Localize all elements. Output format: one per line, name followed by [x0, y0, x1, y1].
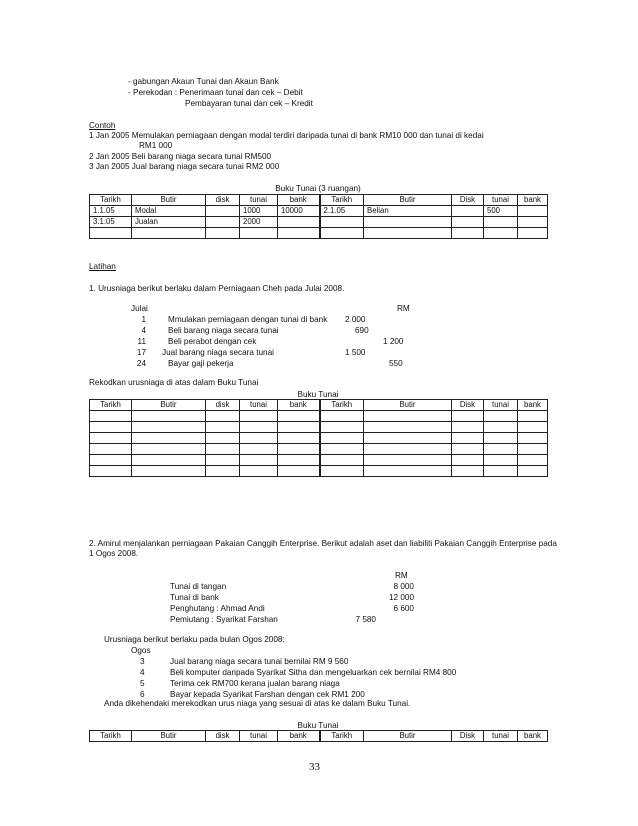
table-cell[interactable]	[206, 433, 240, 444]
column-header: Butir	[364, 731, 452, 742]
q1-table-title: Buku Tunai	[297, 390, 339, 399]
table-cell[interactable]	[320, 444, 364, 455]
q1-instruction: Rekodkan urusniaga di atas dalam Buku Tunai	[89, 378, 259, 387]
table-cell	[320, 217, 364, 228]
exercise-heading: Latihan	[89, 262, 116, 271]
column-header: Tarikh	[90, 400, 132, 411]
q1-item-desc: Beli perabot dengan cek	[168, 337, 257, 346]
q2-balance-amount: 7 580	[355, 615, 376, 624]
q2-balance-label: Pemiutang : Syarikat Farshan	[170, 615, 278, 624]
q1-item-day: 4	[141, 326, 146, 335]
table-cell	[206, 228, 240, 239]
q2-item-day: 3	[140, 657, 145, 666]
table-cell[interactable]	[320, 433, 364, 444]
table-cell: 2000	[240, 217, 278, 228]
q2-text-line2: 1 Ogos 2008.	[89, 549, 139, 558]
table-row	[90, 206, 548, 217]
q2-balance-amount: 12 000	[388, 593, 414, 602]
table-cell[interactable]	[90, 444, 132, 455]
q2-text-line1: 2. Amirul menjalankan perniagaan Pakaian Canggih Enterprise. Berikut adalah aset dan liabiliti Pakaian Canggih Enterprise pada	[89, 539, 557, 548]
table-cell	[364, 217, 452, 228]
table-row	[90, 422, 548, 433]
table-cell: Jualan	[132, 217, 206, 228]
example-line: 1 Jan 2005 Memulakan perniagaan dengan modal terdiri daripada tunai di bank RM10 000 dan tunai di kedai	[89, 131, 484, 140]
table-row	[90, 444, 548, 455]
table-cell	[452, 217, 484, 228]
example-line: 2 Jan 2005 Beli barang niaga secara tunai RM500	[89, 152, 272, 161]
table-cell[interactable]	[518, 444, 548, 455]
table-header-row	[90, 731, 548, 742]
table-cell[interactable]	[90, 455, 132, 466]
table-cell[interactable]	[364, 466, 452, 477]
table-cell[interactable]	[278, 466, 320, 477]
table-row	[90, 217, 548, 228]
q1-item-day: 1	[141, 315, 146, 324]
q1-text: 1. Urusniaga berikut berlaku dalam Perniagaan Cheh pada Julai 2008.	[89, 284, 345, 293]
q2-transactions-heading: Urusniaga berikut berlaku pada bulan Ogos 2008:	[104, 635, 285, 644]
example-line: RM1 000	[139, 141, 173, 150]
q1-item-amount: 2 000	[345, 315, 366, 324]
q1-item-desc: Beli barang niaga secara tunai	[168, 326, 279, 335]
table-cell[interactable]	[278, 411, 320, 422]
table-cell	[206, 206, 240, 217]
table-cell	[320, 228, 364, 239]
table-cell	[278, 228, 320, 239]
example-table-title: Buku Tunai (3 ruangan)	[275, 184, 361, 193]
column-header: bank	[278, 195, 320, 206]
table-cell: 2.1.05	[320, 206, 364, 217]
q1-month: Julai	[131, 304, 148, 313]
table-cell	[452, 228, 484, 239]
page-number: 33	[309, 761, 320, 773]
q2-balance-amount: 6 600	[393, 604, 414, 613]
table-cell[interactable]	[484, 466, 518, 477]
intro-bullet-3: Pembayaran tunai dan cek – Kredit	[185, 99, 313, 108]
table-row	[90, 433, 548, 444]
q1-item-amount: 550	[389, 359, 403, 368]
q1-item-day: 24	[136, 359, 146, 368]
q2-cash-book-table	[89, 730, 548, 742]
table-header-row	[90, 195, 548, 206]
column-header: tunai	[240, 195, 278, 206]
example-heading: Contoh	[89, 121, 116, 130]
q2-balance-label: Tunai di tangan	[170, 582, 227, 591]
table-cell[interactable]	[90, 411, 132, 422]
table-cell[interactable]	[206, 466, 240, 477]
q1-rm-label: RM	[397, 304, 410, 313]
table-cell[interactable]	[240, 433, 278, 444]
table-cell	[518, 206, 548, 217]
column-header: bank	[518, 195, 548, 206]
table-cell	[518, 217, 548, 228]
table-cell[interactable]	[206, 444, 240, 455]
column-header: Tarikh	[90, 731, 132, 742]
table-cell[interactable]	[240, 444, 278, 455]
table-cell[interactable]	[452, 466, 484, 477]
intro-bullet-1: - gabungan Akaun Tunai dan Akaun Bank	[128, 77, 279, 86]
column-header: Butir	[132, 195, 206, 206]
column-header: Disk	[452, 195, 484, 206]
table-cell[interactable]	[518, 466, 548, 477]
table-cell	[484, 228, 518, 239]
example-line: 3 Jan 2005 Jual barang niaga secara tunai RM2 000	[89, 162, 280, 171]
q2-item-day: 5	[140, 679, 145, 688]
q1-item-desc: Jual barang niaga secara tunai	[162, 348, 274, 357]
table-cell[interactable]	[452, 444, 484, 455]
table-cell: 3.1.05	[90, 217, 132, 228]
q2-rm-label: RM	[395, 571, 408, 580]
table-cell[interactable]	[132, 444, 206, 455]
column-header: tunai	[240, 400, 278, 411]
q1-item-day: 11	[137, 337, 146, 346]
column-header: disk	[206, 195, 240, 206]
example-cash-book-table	[89, 194, 548, 239]
column-header: Tarikh	[90, 195, 132, 206]
table-cell	[90, 228, 132, 239]
table-cell	[484, 217, 518, 228]
table-cell[interactable]	[240, 455, 278, 466]
q1-item-amount: 1 200	[383, 337, 404, 346]
q2-item-desc: Terima cek RM700 kerana jualan barang niaga	[170, 679, 340, 688]
column-header: bank	[278, 731, 320, 742]
table-cell	[364, 228, 452, 239]
table-cell[interactable]	[364, 433, 452, 444]
table-row	[90, 228, 548, 239]
q2-balance-label: Tunai di bank	[170, 593, 219, 602]
table-cell[interactable]	[518, 455, 548, 466]
column-header: Butir	[132, 400, 206, 411]
column-header: Butir	[364, 400, 452, 411]
table-cell[interactable]	[452, 455, 484, 466]
table-cell[interactable]	[206, 455, 240, 466]
table-cell[interactable]	[278, 444, 320, 455]
table-row	[90, 455, 548, 466]
table-cell[interactable]	[484, 422, 518, 433]
table-cell[interactable]	[90, 433, 132, 444]
table-cell[interactable]	[364, 411, 452, 422]
table-cell[interactable]	[484, 455, 518, 466]
table-cell	[240, 228, 278, 239]
column-header: Tarikh	[320, 400, 364, 411]
table-cell[interactable]	[240, 411, 278, 422]
table-cell	[518, 228, 548, 239]
q1-cash-book-table	[89, 399, 548, 477]
column-header: bank	[518, 400, 548, 411]
table-cell[interactable]	[278, 455, 320, 466]
table-cell: 1000	[240, 206, 278, 217]
table-cell[interactable]	[132, 411, 206, 422]
column-header: Disk	[452, 731, 484, 742]
table-cell	[132, 228, 206, 239]
q2-table-title: Buku Tunai	[297, 721, 339, 730]
table-cell[interactable]	[278, 422, 320, 433]
table-header-row	[90, 400, 548, 411]
table-cell[interactable]	[278, 433, 320, 444]
column-header: bank	[518, 731, 548, 742]
table-cell[interactable]	[518, 433, 548, 444]
q2-balance-label: Penghutang : Ahmad Andi	[170, 604, 265, 613]
table-cell[interactable]	[90, 422, 132, 433]
table-cell[interactable]	[132, 422, 206, 433]
column-header: Disk	[452, 400, 484, 411]
q1-item-amount: 1 500	[345, 348, 366, 357]
table-cell[interactable]	[240, 466, 278, 477]
column-header: Tarikh	[320, 731, 364, 742]
table-cell[interactable]	[90, 466, 132, 477]
column-header: Butir	[132, 731, 206, 742]
table-cell: 500	[484, 206, 518, 217]
table-cell[interactable]	[364, 422, 452, 433]
column-header: tunai	[484, 400, 518, 411]
table-row	[90, 411, 548, 422]
column-header: Tarikh	[320, 195, 364, 206]
column-header: disk	[206, 731, 240, 742]
q2-item-desc: Jual barang niaga secara tunai bernilai RM 9 560	[170, 657, 349, 666]
column-header: tunai	[484, 195, 518, 206]
column-header: tunai	[484, 731, 518, 742]
table-cell: Modal	[132, 206, 206, 217]
q1-item-amount: 690	[355, 326, 369, 335]
table-cell[interactable]	[484, 433, 518, 444]
table-cell[interactable]	[320, 422, 364, 433]
column-header: disk	[206, 400, 240, 411]
intro-bullet-2: - Perekodan : Penerimaan tunai dan cek – Debit	[128, 88, 303, 97]
table-cell[interactable]	[132, 455, 206, 466]
table-cell[interactable]	[452, 422, 484, 433]
table-cell	[278, 217, 320, 228]
table-cell[interactable]	[240, 422, 278, 433]
table-cell[interactable]	[518, 411, 548, 422]
table-cell[interactable]	[132, 466, 206, 477]
table-cell[interactable]	[484, 444, 518, 455]
q2-item-day: 6	[140, 690, 145, 699]
table-cell	[206, 217, 240, 228]
table-cell[interactable]	[320, 411, 364, 422]
table-cell[interactable]	[132, 433, 206, 444]
table-cell[interactable]	[206, 422, 240, 433]
q2-item-desc: Bayar kepada Syarikat Farshan dengan cek RM1 200	[170, 690, 365, 699]
table-cell[interactable]	[452, 411, 484, 422]
table-cell[interactable]	[206, 411, 240, 422]
table-cell: 10000	[278, 206, 320, 217]
table-cell: 1.1.05	[90, 206, 132, 217]
column-header: bank	[278, 400, 320, 411]
table-cell	[452, 206, 484, 217]
q2-item-day: 4	[140, 668, 145, 677]
table-cell[interactable]	[452, 433, 484, 444]
q2-item-desc: Beli komputer daripada Syarikat Sitha dan mengeluarkan cek bernilai RM4 800	[170, 668, 457, 677]
table-cell[interactable]	[484, 411, 518, 422]
q1-item-day: 17	[136, 348, 146, 357]
column-header: Butir	[364, 195, 452, 206]
table-cell[interactable]	[320, 455, 364, 466]
q1-item-desc: Bayar gaji pekerja	[168, 359, 234, 368]
table-cell[interactable]	[320, 466, 364, 477]
table-row	[90, 466, 548, 477]
table-cell: Belian	[364, 206, 452, 217]
q2-instruction: Anda dikehendaki merekodkan urus niaga yang sesuai di atas ke dalam Buku Tunai.	[104, 699, 411, 708]
table-cell[interactable]	[364, 444, 452, 455]
q2-balance-amount: 8 000	[393, 582, 414, 591]
column-header: tunai	[240, 731, 278, 742]
table-cell[interactable]	[518, 422, 548, 433]
q2-month: Ogos	[131, 646, 151, 655]
q1-item-desc: Mmulakan perniagaan dengan tunai di bank	[168, 315, 328, 324]
table-cell[interactable]	[364, 455, 452, 466]
